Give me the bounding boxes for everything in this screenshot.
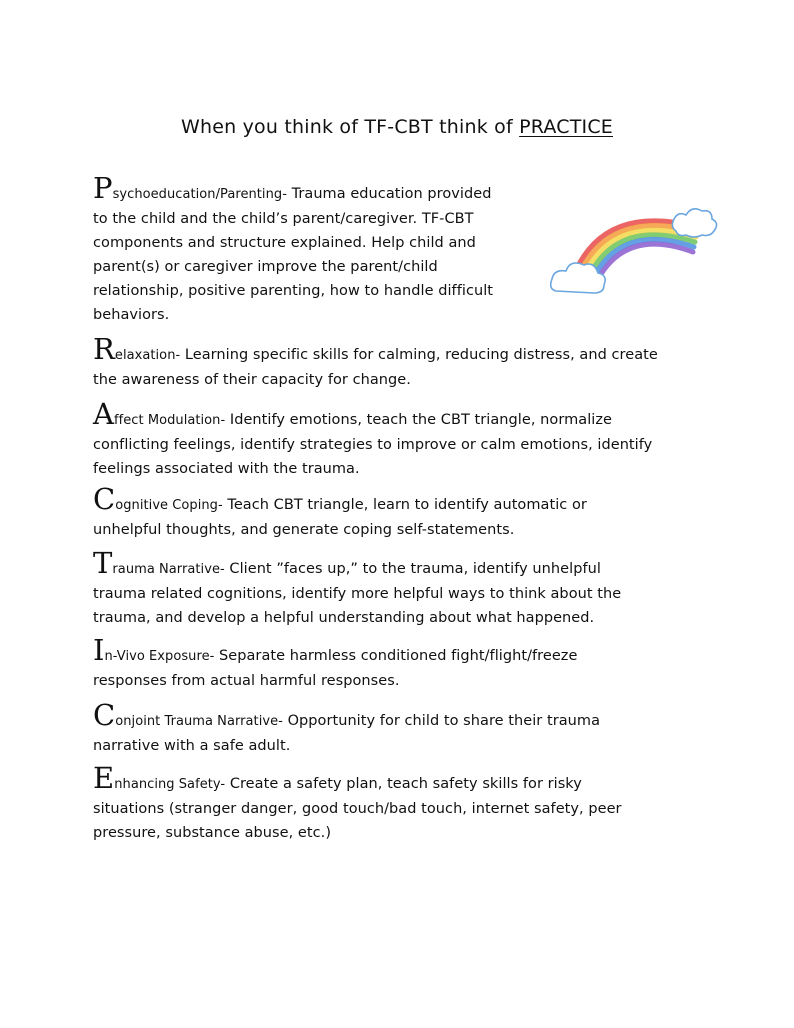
item-heading: nhancing Safety-	[114, 777, 226, 792]
item-trauma-narrative	[93, 546, 622, 630]
item-line: the awareness of their capacity for change.	[93, 372, 411, 388]
item-initial: A	[93, 397, 114, 431]
item-line: conflicting feelings, identify strategies to improve or calm emotions, identify	[93, 437, 653, 453]
item-line: responses from actual harmful responses.	[93, 673, 400, 689]
item-line: Identify emotions, teach the CBT triangle, normalize	[225, 412, 612, 428]
item-line: Opportunity for child to share their trauma	[282, 713, 601, 729]
item-line: Separate harmless conditioned fight/flight/freeze	[214, 648, 578, 664]
item-heading: elaxation-	[114, 348, 181, 363]
item-relaxation	[93, 332, 658, 392]
item-line: trauma related cognitions, identify more helpful ways to think about the	[93, 586, 622, 602]
item-line: components and structure explained. Help child and	[93, 235, 476, 251]
item-heading: ognitive Coping-	[115, 498, 223, 513]
rainbow-with-clouds-icon	[548, 205, 720, 305]
item-enhancing-safety	[93, 761, 622, 845]
item-line: Client ”faces up,” to the trauma, identify unhelpful	[224, 561, 601, 577]
item-line: Teach CBT triangle, learn to identify automatic or	[222, 497, 587, 513]
item-psychoeducation	[93, 171, 494, 327]
item-initial: E	[93, 761, 115, 795]
item-line: parent(s) or caregiver improve the parent/child	[93, 259, 438, 275]
item-line: pressure, substance abuse, etc.)	[93, 825, 332, 841]
item-heading: sychoeducation/Parenting-	[112, 187, 287, 202]
item-line: Create a safety plan, teach safety skills for risky	[225, 776, 582, 792]
item-cognitive-coping	[93, 482, 587, 542]
item-line: Learning specific skills for calming, reducing distress, and create	[180, 347, 658, 363]
item-line: Trauma education provided	[286, 186, 492, 202]
item-heading: ffect Modulation-	[114, 413, 226, 428]
item-line: relationship, positive parenting, how to handle difficult	[93, 283, 494, 299]
item-line: narrative with a safe adult.	[93, 738, 291, 754]
page-title	[0, 116, 794, 138]
item-line: to the child and the child’s parent/caregiver. TF-CBT	[93, 211, 474, 227]
item-line: situations (stranger danger, good touch/bad touch, internet safety, peer	[93, 801, 622, 817]
item-line: feelings associated with the trauma.	[93, 461, 360, 477]
title-prefix: When you think of TF-CBT think of	[180, 116, 513, 138]
item-initial: I	[93, 633, 105, 667]
item-heading: onjoint Trauma Narrative-	[115, 714, 283, 729]
title-keyword: PRACTICE	[519, 116, 614, 138]
item-initial: C	[93, 482, 116, 516]
item-in-vivo-exposure	[93, 633, 578, 693]
item-heading: n-Vivo Exposure-	[104, 649, 215, 664]
item-initial: R	[93, 332, 115, 366]
item-initial: T	[93, 546, 113, 580]
item-affect-modulation	[93, 397, 653, 481]
item-initial: P	[93, 171, 113, 205]
item-conjoint-trauma-narrative	[93, 698, 601, 758]
item-line: unhelpful thoughts, and generate coping self-statements.	[93, 522, 515, 538]
item-line: behaviors.	[93, 307, 170, 323]
item-initial: C	[93, 698, 116, 732]
item-line: trauma, and develop a helpful understanding about what happened.	[93, 610, 595, 626]
item-heading: rauma Narrative-	[112, 562, 225, 577]
